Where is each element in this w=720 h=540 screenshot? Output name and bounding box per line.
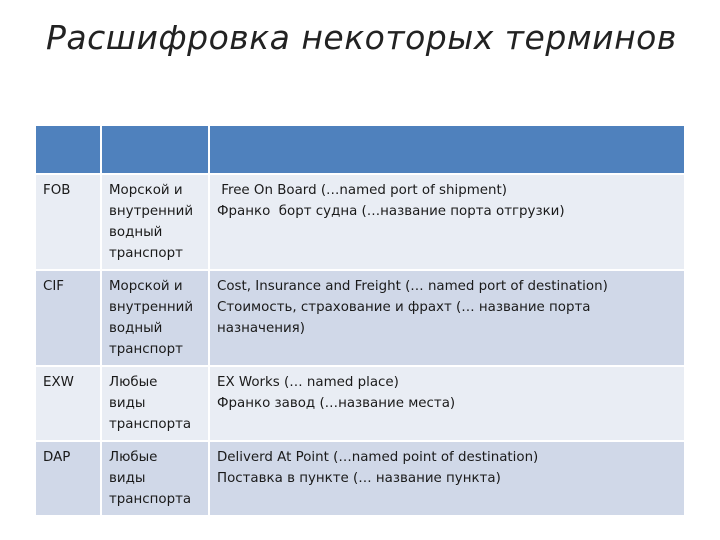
transport-type xyxy=(101,270,209,366)
transport-line: транспорта xyxy=(109,492,192,507)
transport-line: внутренний xyxy=(109,204,194,219)
table-row xyxy=(36,441,684,515)
transport-line: Морской и xyxy=(109,279,183,294)
table-row xyxy=(36,174,684,270)
transport-line: внутренний xyxy=(109,300,194,315)
table-header xyxy=(36,126,684,174)
term-description xyxy=(209,174,684,270)
term-description xyxy=(209,270,684,366)
transport-type xyxy=(101,174,209,270)
term-code: CIF xyxy=(36,270,101,366)
table-row xyxy=(36,366,684,441)
transport-line: водный xyxy=(109,225,163,240)
term-description xyxy=(209,366,684,441)
description-line: Поставка в пункте (… название пункта) xyxy=(217,471,501,486)
description-line: Free On Board (…named port of shipment) xyxy=(217,183,507,198)
transport-line: транспорта xyxy=(109,417,192,432)
transport-line: Морской и xyxy=(109,183,183,198)
description-line: Стоимость, страхование и фрахт (… название порта xyxy=(217,300,591,315)
term-code: FOB xyxy=(36,174,101,270)
header-cell-transport xyxy=(101,126,209,174)
description-line: Франко завод (…название места) xyxy=(217,396,456,411)
description-line: Франко борт судна (…название порта отгрузки) xyxy=(217,204,565,219)
transport-line: виды xyxy=(109,396,146,411)
transport-line: транспорт xyxy=(109,246,183,261)
term-code: EXW xyxy=(36,366,101,441)
term-code: DAP xyxy=(36,441,101,515)
description-line: Cost, Insurance and Freight (… named port of destination) xyxy=(217,279,608,294)
transport-line: транспорт xyxy=(109,342,183,357)
description-line: назначения) xyxy=(217,321,305,336)
transport-line: Любые xyxy=(109,375,158,390)
description-line: EX Works (… named place) xyxy=(217,375,399,390)
transport-line: водный xyxy=(109,321,163,336)
header-row xyxy=(36,126,684,174)
transport-line: виды xyxy=(109,471,146,486)
transport-type xyxy=(101,366,209,441)
incoterms-table xyxy=(36,126,684,515)
header-cell-code xyxy=(36,126,101,174)
slide-title: Расшифровка некоторых терминов xyxy=(46,18,677,57)
transport-line: Любые xyxy=(109,450,158,465)
term-description xyxy=(209,441,684,515)
transport-type xyxy=(101,441,209,515)
description-line: Deliverd At Point (…named point of destination) xyxy=(217,450,539,465)
table-row xyxy=(36,270,684,366)
header-cell-description xyxy=(209,126,684,174)
